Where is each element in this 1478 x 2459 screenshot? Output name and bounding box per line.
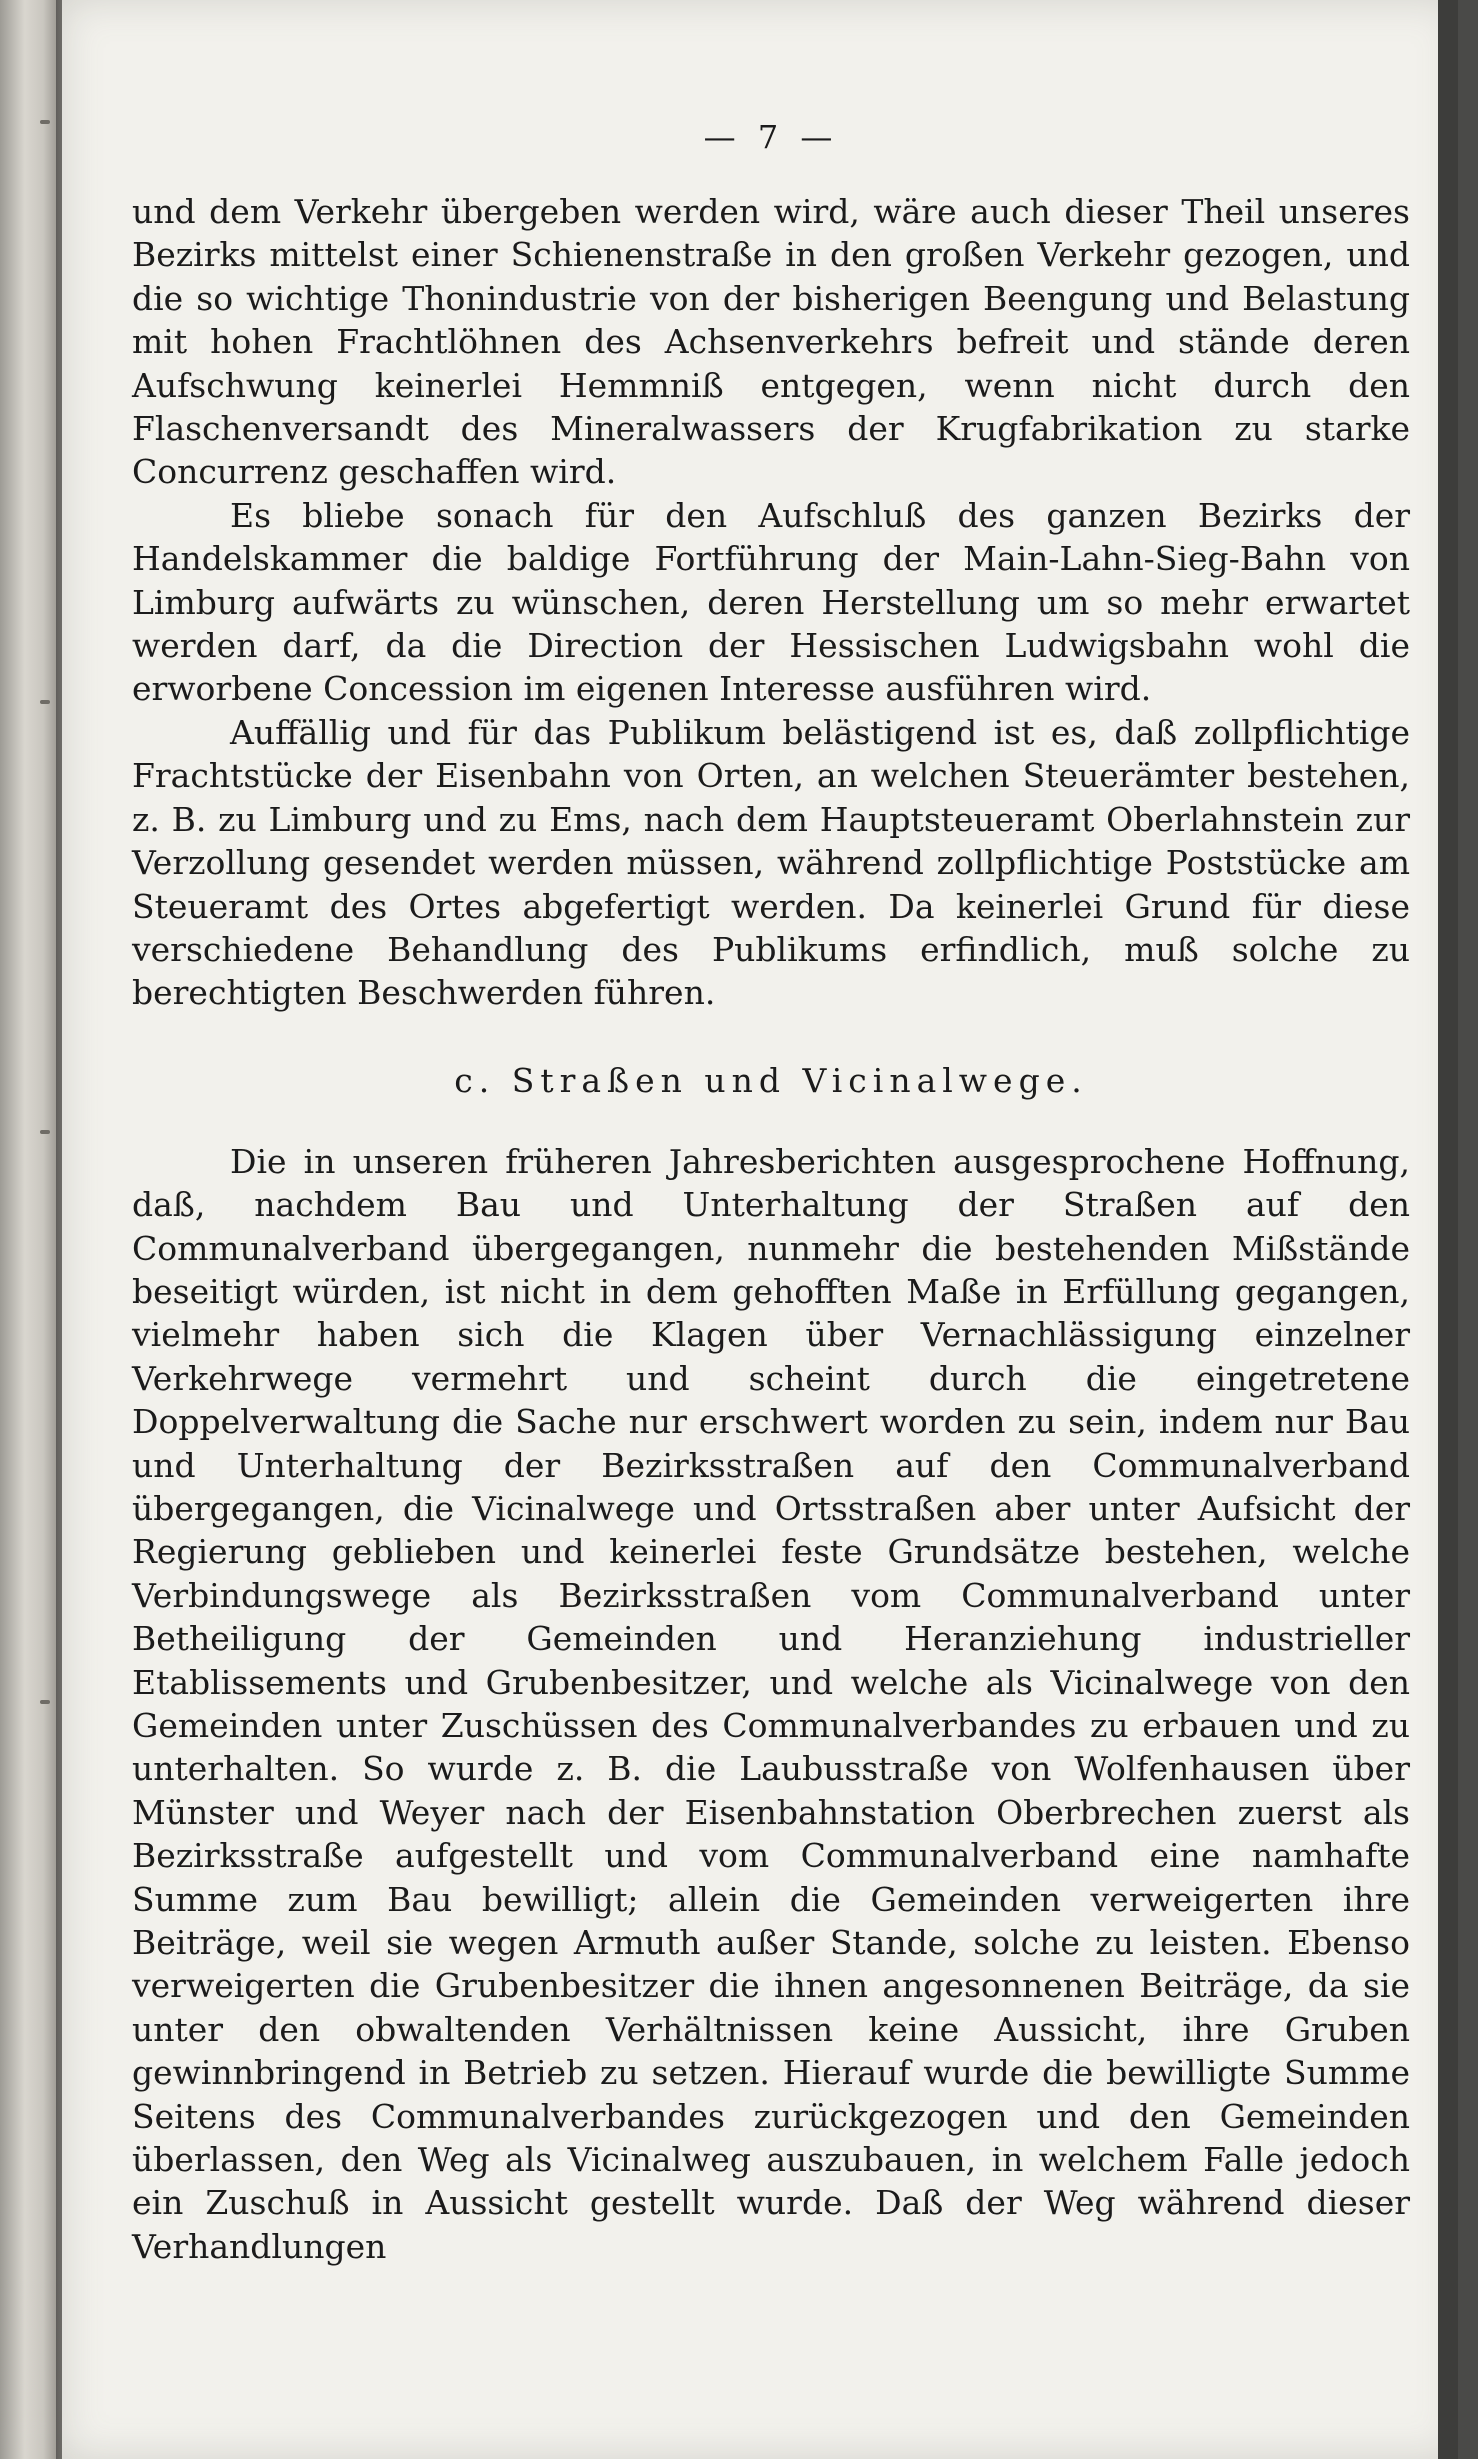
- paragraph: Die in unseren früheren Jahresberichten ausgesprochene Hoffnung, daß, nachdem Bau und Unterhaltung der Straßen auf den Communalverband übergegangen, nunmehr die bestehenden Mißstände beseitigt würden, ist nicht in dem gehofften Maße in Erfüllung gegangen, vielmehr haben sich die Klagen über Vernachlässigung einzelner Verkehrwege vermehrt und scheint durch die eingetretene Doppelverwaltung die Sache nur erschwert worden zu sein, indem nur Bau und Unterhaltung der Bezirksstraßen auf den Communalverband übergegangen, die Vicinalwege und Ortsstraßen aber unter Aufsicht der Regierung geblieben und keinerlei feste Grundsätze bestehen, welche Verbindungswege als Bezirksstraßen vom Communalverband unter Betheiligung der Gemeinden und Heranziehung industrieller Etablissements und Grubenbesitzer, und welche als Vicinalwege von den Gemeinden unter Zuschüssen des Communalverbandes zu erbauen und zu unterhalten. So wurde z. B. die Laubusstraße von Wolfenhausen über Münster und Weyer nach der Eisenbahnstation Oberbrechen zuerst als Bezirksstraße aufgestellt und vom Communalverband eine namhafte Summe zum Bau bewilligt; allein die Gemeinden verweigerten ihre Beiträge, weil sie wegen Armuth außer Stande, solche zu leisten. Ebenso verweigerten die Grubenbesitzer die ihnen angesonnenen Beiträge, da sie unter den obwaltenden Verhältnissen keine Aussicht, ihre Gruben gewinnbringend in Betrieb zu setzen. Hierauf wurde die bewilligte Summe Seitens des Communalverbandes zurückgezogen und den Gemeinden überlassen, den Weg als Vicinalweg auszubauen, in welchem Falle jedoch ein Zuschuß in Aussicht gestellt wurde. Daß der Weg während dieser Verhandlungen: [132, 1141, 1410, 2266]
- page-number: — 7 —: [703, 118, 839, 156]
- paragraph: und dem Verkehr übergeben werden wird, wäre auch dieser Theil unseres Bezirks mittelst einer Schienenstraße in den großen Verkehr gezogen, und die so wichtige Thonindustrie von der bisherigen Beengung und Belastung mit hohen Frachtlöhnen des Achsenverkehrs befreit und stände deren Aufschwung keinerlei Hemmniß entgegen, wenn nicht durch den Flaschenversandt des Mineralwassers der Krugfabrikation zu starke Concurrenz geschaffen wird.: [132, 192, 1410, 492]
- page-edge: [1438, 0, 1458, 2459]
- binding-stitch: [40, 1700, 50, 1704]
- paragraph: Es bliebe sonach für den Aufschluß des ganzen Bezirks der Handelskammer die baldige Fortführung der Main-Lahn-Sieg-Bahn von Limburg aufwärts zu wünschen, deren Herstellung um so mehr erwartet werden darf, da die Direction der Hessischen Ludwigsbahn wohl die erworbene Concession im eigenen Interesse ausführen wird.: [132, 495, 1410, 709]
- binding-stitch: [40, 120, 50, 124]
- book-gutter: [0, 0, 62, 2459]
- binding-stitch: [40, 700, 50, 704]
- section-heading: c. Straßen und Vicinalwege.: [454, 1060, 1088, 1100]
- binding-stitch: [40, 1130, 50, 1134]
- page-content: [132, 118, 1410, 2268]
- paragraph: Auffällig und für das Publikum belästigend ist es, daß zollpflichtige Frachtstücke der Eisenbahn von Orten, an welchen Steuerämter bestehen, z. B. zu Limburg und zu Ems, nach dem Hauptsteueramt Oberlahnstein zur Verzollung gesendet werden müssen, während zollpflichtige Poststücke am Steueramt des Ortes abgefertigt werden. Da keinerlei Grund für diese verschiedene Behandlung des Publikums erfindlich, muß solche zu berechtigten Beschwerden führen.: [132, 712, 1410, 1013]
- book-page: [62, 0, 1458, 2459]
